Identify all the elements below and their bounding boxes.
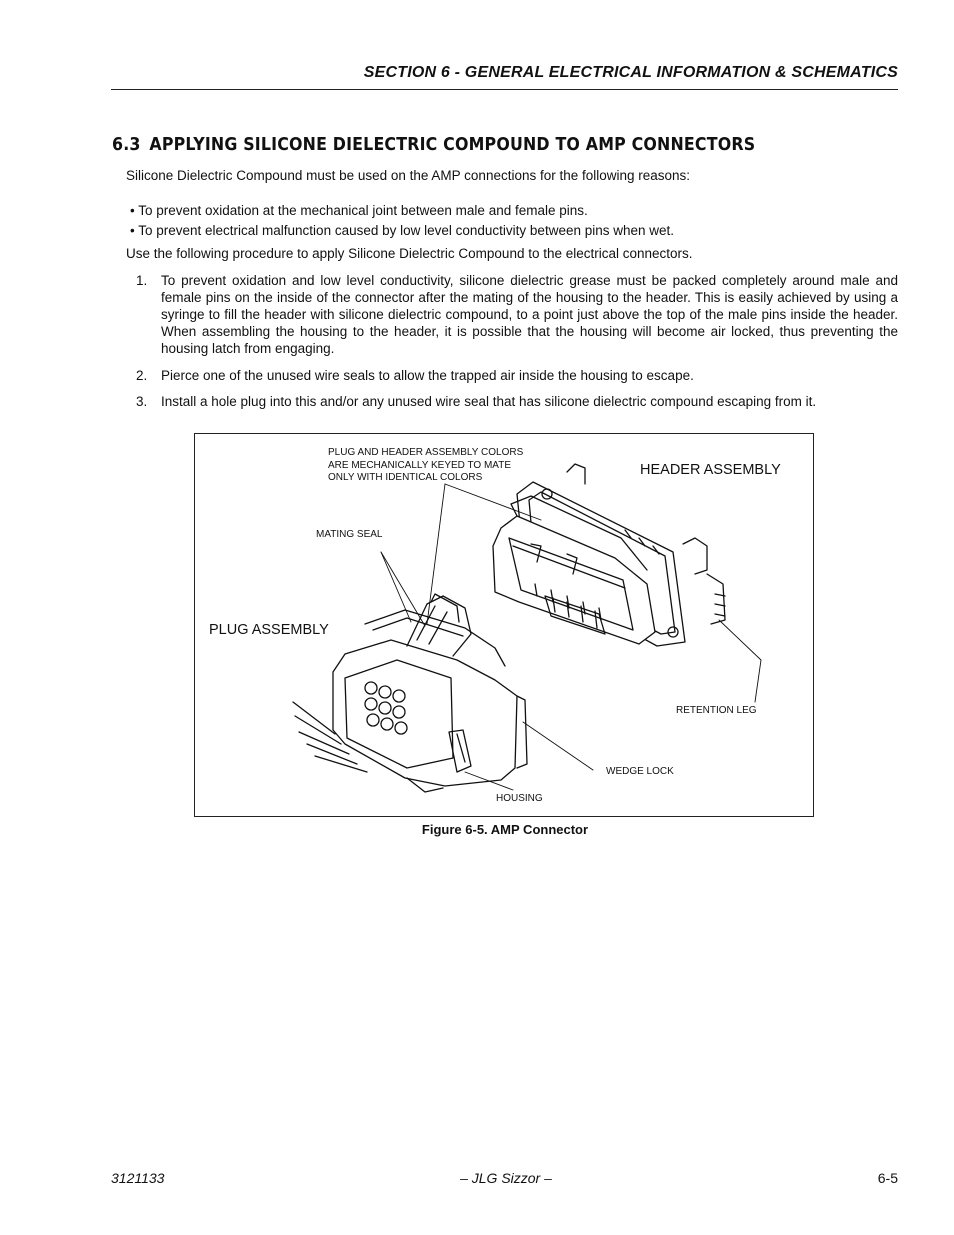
section-heading [112,134,755,155]
footer-publication [0,1170,954,1186]
colors-label-line-1: PLUG AND HEADER ASSEMBLY COLORS [328,447,524,458]
mating-seal-label: MATING SEAL [316,529,383,540]
section-header-title: SECTION 6 - GENERAL ELECTRICAL INFORMATION & SCHEMATICS [363,64,898,81]
footer-doc-number: 3121133 [111,1170,165,1186]
procedure-step-2 [136,367,898,384]
colors-label-line-2: ARE MECHANICALLY KEYED TO MATE [328,460,512,471]
procedure-intro: Use the following procedure to apply Silicone Dielectric Compound to the electrical connectors. [126,246,693,261]
amp-connector-figure [194,433,814,817]
header-assembly-label: HEADER ASSEMBLY [640,462,781,478]
section-title: APPLYING SILICONE DIELECTRIC COMPOUND TO AMP CONNECTORS [149,134,756,155]
step-text: To prevent oxidation and low level conductivity, silicone dielectric grease must be packed completely around male and female pins on the inside of the connector after the mating of the housing to the header. This is easily achieved by using a syringe to fill the header with silicone dielectric compound, to a point just above the top of the male pins inside the header. When assembling the housing to the header, it is possible that the housing will become air locked, thus preventing the housing latch from engaging. [161,273,898,356]
step-number: 3. [136,394,148,409]
header-rule [111,89,898,90]
step-text: Pierce one of the unused wire seals to allow the trapped air inside the housing to escape. [161,368,694,383]
footer-page-number: 6-5 [877,1170,898,1186]
figure-caption-text: Figure 6-5. AMP Connector [421,822,589,837]
plug-assembly-label: PLUG ASSEMBLY [209,622,329,638]
figure-caption [0,822,954,837]
bullet-item-oxidation: • To prevent oxidation at the mechanical joint between male and female pins. [130,203,588,218]
header-assembly-drawing [493,464,725,646]
step-text: Install a hole plug into this and/or any unused wire seal that has silicone dielectric compound escaping from it. [161,394,817,409]
step-number: 1. [136,273,148,288]
housing-label: HOUSING [496,793,543,804]
intro-paragraph: Silicone Dielectric Compound must be used on the AMP connections for the following reasons: [126,168,691,183]
wedge-lock-label: WEDGE LOCK [606,766,674,777]
colors-label-line-3: ONLY WITH IDENTICAL COLORS [328,472,483,483]
procedure-step-1 [136,272,898,357]
procedure-step-3 [136,393,898,410]
retention-leg-label: RETENTION LEG [676,705,757,716]
section-number: 6.3 [112,134,141,155]
bullet-item-malfunction: • To prevent electrical malfunction caused by low level conductivity between pins when wet. [130,223,675,238]
step-number: 2. [136,368,148,383]
footer-publication-text: – JLG Sizzor – [460,1170,552,1186]
